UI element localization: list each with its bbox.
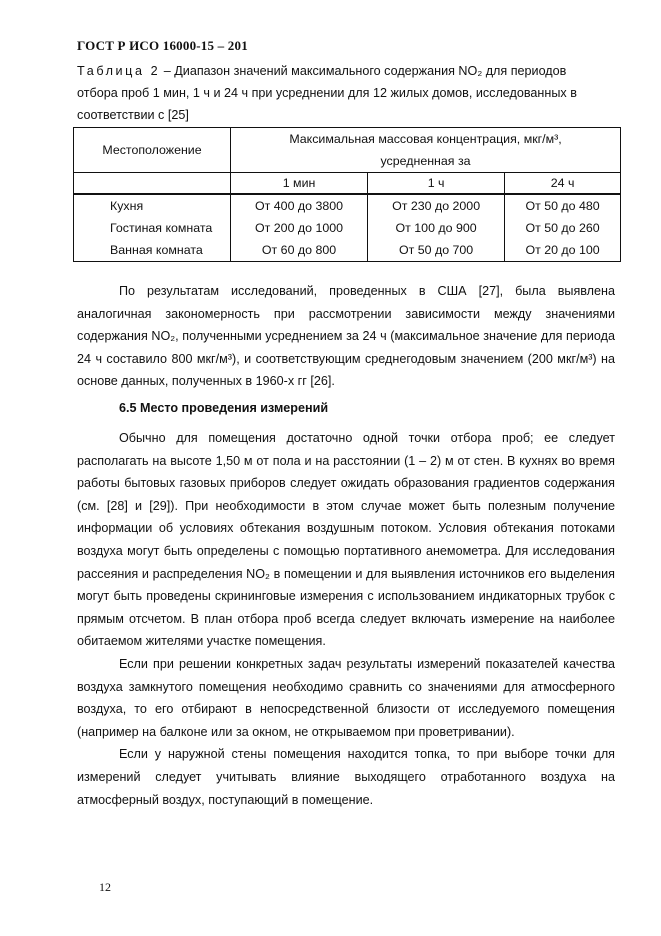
page-number: 12 <box>99 880 111 894</box>
table-caption-label: Таблица 2 <box>77 64 161 78</box>
value-cell: От 200 до 1000 <box>231 217 368 239</box>
table-row <box>74 194 621 217</box>
table-caption-text: – Диапазон значений максимального содержания NO₂ для периодов отбора проб 1 мин, 1 ч и 24 ч при усреднении для 12 жилых домов, исследованных в соответствии с [25] <box>77 64 577 122</box>
table-row <box>74 239 621 262</box>
location-column-header: Местоположение <box>74 128 231 173</box>
value-cell: От 100 до 900 <box>368 217 505 239</box>
period-header: 24 ч <box>505 173 621 195</box>
paragraph-block-1 <box>77 280 615 393</box>
location-cell: Кухня <box>74 194 231 217</box>
period-header: 1 мин <box>231 173 368 195</box>
table-row <box>74 217 621 239</box>
document-header: ГОСТ Р ИСО 16000-15 – 201 <box>77 38 248 53</box>
value-cell: От 50 до 260 <box>505 217 621 239</box>
paragraph: По результатам исследований, проведенных в США [27], была выявлена аналогичная закономерность при рассмотрении зависимости между значениями содержания NO₂, полученными усреднением за 24 ч (максимальное значение для периода 24 ч составило 800 мкг/м³), и соответствующим среднегодовым значением (200 мкг/м³) на основе данных, полученных в 1960-х гг [26]. <box>77 284 615 389</box>
paragraph: Если при решении конкретных задач результаты измерений показателей качества воздуха замкнутого помещения необходимо сравнить со значениями для атмосферного воздуха, то его отбирают в непосредственной близости от исследуемого помещения (например на балконе или за окном, не открываемом при проветривании). <box>77 656 615 739</box>
table-caption <box>77 60 597 126</box>
value-cell: От 50 до 480 <box>505 194 621 217</box>
value-cell: От 20 до 100 <box>505 239 621 262</box>
value-cell: От 230 до 2000 <box>368 194 505 217</box>
value-cell: От 60 до 800 <box>231 239 368 262</box>
section-title: 6.5 Место проведения измерений <box>119 401 329 415</box>
paragraph: Обычно для помещения достаточно одной точки отбора проб; ее следует располагать на высоте 1,50 м от пола и на расстоянии (1 – 2) м от стен. В кухнях во время работы бытовых газовых приборов следует ожидать образования градиентов содержания (см. [28] и [29]). При необходимости в этом случае может быть полезным получение информации об условиях обтекания воздушным потоком. Условия обтекания потоками воздуха могут быть определены с помощью портативного анемометра. Для исследования рассеяния и распределения NO₂ в помещении и для выявления источников его выделения могут быть проведены скрининговые измерения с использованием индикаторных трубок с прямым отсчетом. В план отбора проб всегда следует включать измерение на наиболее обитаемом жителями участке помещения. <box>77 431 615 649</box>
period-header: 1 ч <box>368 173 505 195</box>
value-cell: От 400 до 3800 <box>231 194 368 217</box>
concentration-header-line2: усредненная за <box>231 150 621 173</box>
location-subheader-empty <box>74 173 231 195</box>
value-cell: От 50 до 700 <box>368 239 505 262</box>
data-table <box>73 127 621 262</box>
location-cell: Гостиная комната <box>74 217 231 239</box>
paragraph: Если у наружной стены помещения находится топка, то при выборе точки для измерений следует учитывать влияние выходящего отработанного воздуха на атмосферный воздух, поступающий в помещение. <box>77 747 615 807</box>
paragraph-block-2 <box>77 427 615 811</box>
location-cell: Ванная комната <box>74 239 231 262</box>
concentration-header-line1: Максимальная массовая концентрация, мкг/м³, <box>231 128 621 151</box>
